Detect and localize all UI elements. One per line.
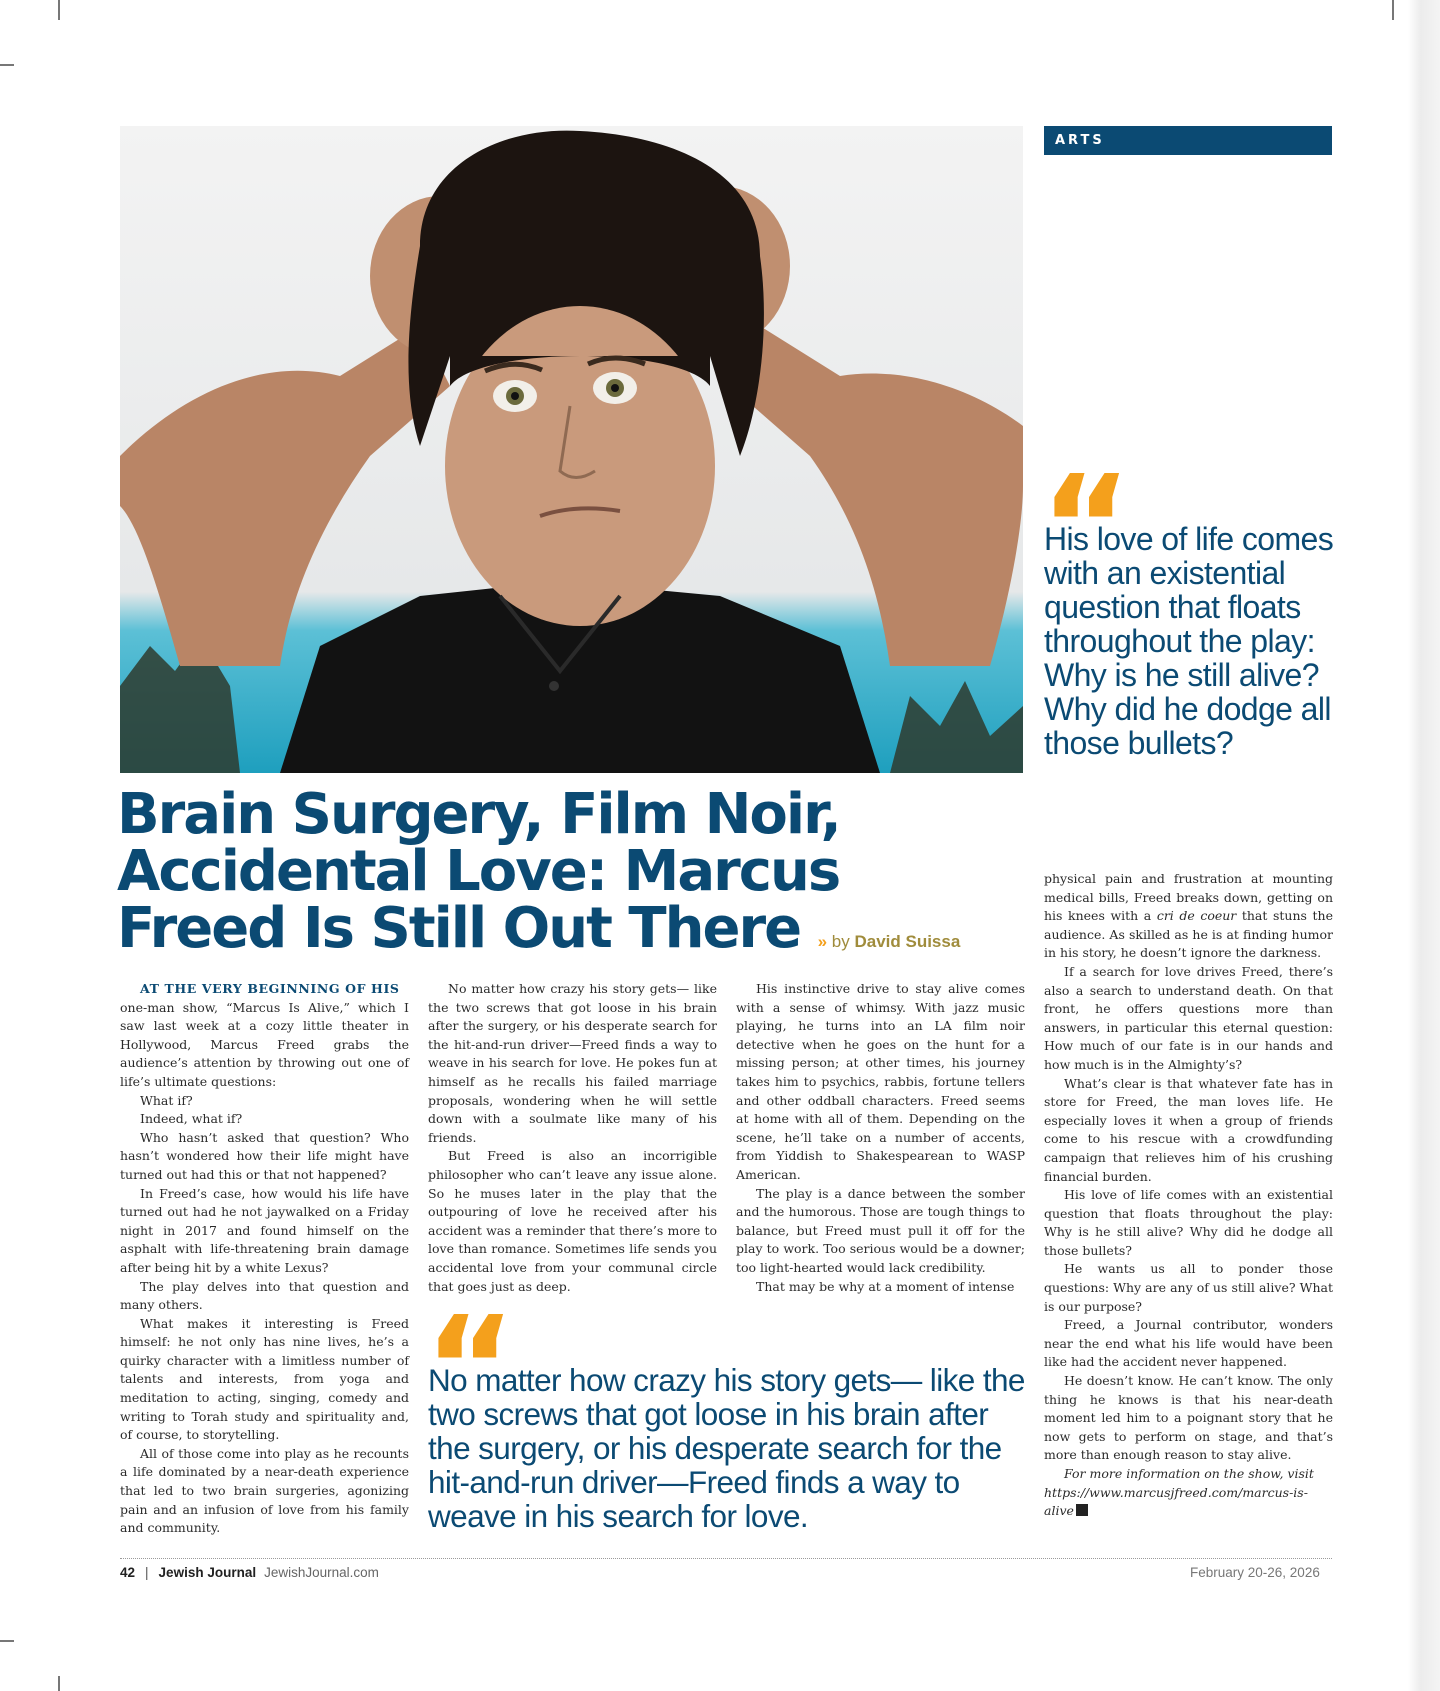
headline xyxy=(117,782,1017,970)
paragraph: All of those come into play as he recounts a life dominated by a near-death experience that led to two brain surgeries, agonizing pain and an infusion of love from his family and community. xyxy=(120,1445,409,1536)
article-column-3 xyxy=(736,980,1025,1296)
side-pullquote: His love of life comes with an existential question that floats throughout the play: Why is he still alive? Why did he dodge all those bullets? xyxy=(1044,521,1334,761)
publication-name: Jewish Journal xyxy=(158,1565,257,1580)
paragraph: one-man show, “Marcus Is Alive,” which I saw last week at a cozy little theater in Hollywood, Marcus Freed grabs the audience’s attention by throwing out one of life’s ultimate questions: xyxy=(120,999,409,1089)
italic-phrase: cri de coeur xyxy=(1156,908,1237,924)
section-label: ARTS xyxy=(1044,126,1332,155)
paragraph: He wants us all to ponder those questions: Why are any of us still alive? What is our purpose? xyxy=(1044,1261,1333,1314)
main-pullquote: No matter how crazy his story gets— like the two screws that got loose in his brain after the surgery, or his desperate search for the hit-and-run driver—Freed finds a way to weave in his search for love. xyxy=(428,1362,1025,1534)
byline-chevron-icon: » xyxy=(817,932,828,951)
byline xyxy=(818,932,961,951)
portrait-illustration xyxy=(120,126,1023,773)
lede-caps: AT THE VERY BEGINNING OF HIS xyxy=(140,981,400,996)
paragraph: His love of life comes with an existential question that floats throughout the play: Why is he still alive? Why did he dodge all those bullets? xyxy=(1044,1187,1333,1258)
paragraph: That may be why at a moment of intense xyxy=(756,1278,1015,1294)
footer-left xyxy=(120,1565,379,1580)
open-quote-icon xyxy=(424,1299,516,1369)
crop-mark xyxy=(58,0,60,20)
open-quote-icon xyxy=(1040,458,1132,528)
byline-prefix: by xyxy=(831,932,850,951)
crop-mark xyxy=(58,1676,60,1691)
article-column-1 xyxy=(120,980,409,1538)
paragraph: Indeed, what if? xyxy=(140,1111,243,1127)
paragraph xyxy=(1044,870,1333,963)
closing-note-text: For more information on the show, visit https://www.marcusjfreed.com/marcus-is-alive xyxy=(1044,1466,1314,1519)
paragraph: Freed, a Journal contributor, wonders near the end what his life would have been like had the accident never happened. xyxy=(1044,1317,1333,1370)
issue-date: February 20-26, 2026 xyxy=(1190,1565,1320,1580)
feature-photo xyxy=(120,126,1023,773)
paragraph: No matter how crazy his story gets— like the two screws that got loose in his brain after the surgery, or his desperate search for the hit-and-run driver—Freed finds a way to weave in his search for love. He pokes fun at himself as he recalls his failed marriage proposals, wondering when he will settle down with a soulmate like many of his friends. xyxy=(428,981,717,1145)
paragraph: If a search for love drives Freed, there’s also a search to understand death. On that front, he offers questions more than answers, in particular this eternal question: How much of our fate is in our hands and how much is in the Almighty’s? xyxy=(1044,963,1333,1072)
page-edge-shadow xyxy=(1408,0,1440,1691)
article-column-4 xyxy=(1044,870,1333,1521)
paragraph: He doesn’t know. He can’t know. The only thing he knows is that his near-death moment led him to a poignant story that he now gets to perform on stage, and that’s more than enough reason to stay alive. xyxy=(1044,1373,1333,1463)
crop-mark xyxy=(0,1640,14,1642)
paragraph: Who hasn’t asked that question? Who hasn’t wondered how their life might have turned out had this or that not happened? xyxy=(120,1129,409,1182)
paragraph: His instinctive drive to stay alive comes with a sense of whimsy. With jazz music playing, he turns into an LA film noir detective when he goes on the hunt for a missing person; at other times, his journey takes him to psychics, rabbis, fortune tellers and other oddball characters. Freed seems at home with all of them. Depending on the scene, he’ll take on a number of accents, from Yiddish to Shakespearean to WASP American. xyxy=(736,981,1025,1182)
paragraph: What makes it interesting is Freed himself: he not only has nine lives, he’s a quirky character with a limitless number of talents and interests, from yoga and meditation to acting, singing, comedy and writing to Torah study and spirituality and, of course, to storytelling. xyxy=(120,1315,409,1443)
paragraph: What if? xyxy=(140,1092,193,1108)
crop-mark xyxy=(0,64,14,66)
byline-author: David Suissa xyxy=(854,932,961,951)
closing-note xyxy=(1044,1465,1333,1521)
paragraph: But Freed is also an incorrigible philosopher who can’t leave any issue alone. So he muses later in the play that the outpouring of love he received after his accident was a reminder that there’s more to love than romance. Sometimes life sends you accidental love from your communal circle that goes just as deep. xyxy=(428,1148,717,1294)
paragraph: In Freed’s case, how would his life have turned out had he not jaywalked on a Friday night in 2017 and found himself on the asphalt with life-threatening brain damage after being hit by a white Lexus? xyxy=(120,1185,409,1275)
paragraph: The play is a dance between the somber and the humorous. Those are tough things to balance, but Freed must pull it off for the play to work. Too serious would be a downer; too light-hearted would lack credibility. xyxy=(736,1185,1025,1275)
footer-rule xyxy=(120,1558,1332,1559)
article-column-2 xyxy=(428,980,717,1296)
footer-separator: | xyxy=(145,1565,149,1580)
page-number: 42 xyxy=(120,1565,136,1580)
paragraph-text: that stuns the audience. As skilled as he is at finding humor in his story, he doesn’t ignore the darkness. xyxy=(1044,908,1333,961)
paragraph-text: physical pain and frustration at mounting medical bills, Freed breaks down, getting on his knees with a xyxy=(1044,871,1333,924)
crop-mark xyxy=(1392,0,1394,20)
paragraph: The play delves into that question and many others. xyxy=(120,1278,409,1313)
website-link[interactable]: JewishJournal.com xyxy=(264,1565,379,1580)
paragraph: What’s clear is that whatever fate has in store for Freed, the man loves life. He especially loves it when a group of friends come to his rescue with a crowdfunding campaign that relieves him of his crushing financial burden. xyxy=(1044,1075,1333,1184)
end-square-icon xyxy=(1076,1504,1088,1516)
headline-text: Brain Surgery, Film Noir, Accidental Love: Marcus Freed Is Still Out There xyxy=(117,782,840,961)
